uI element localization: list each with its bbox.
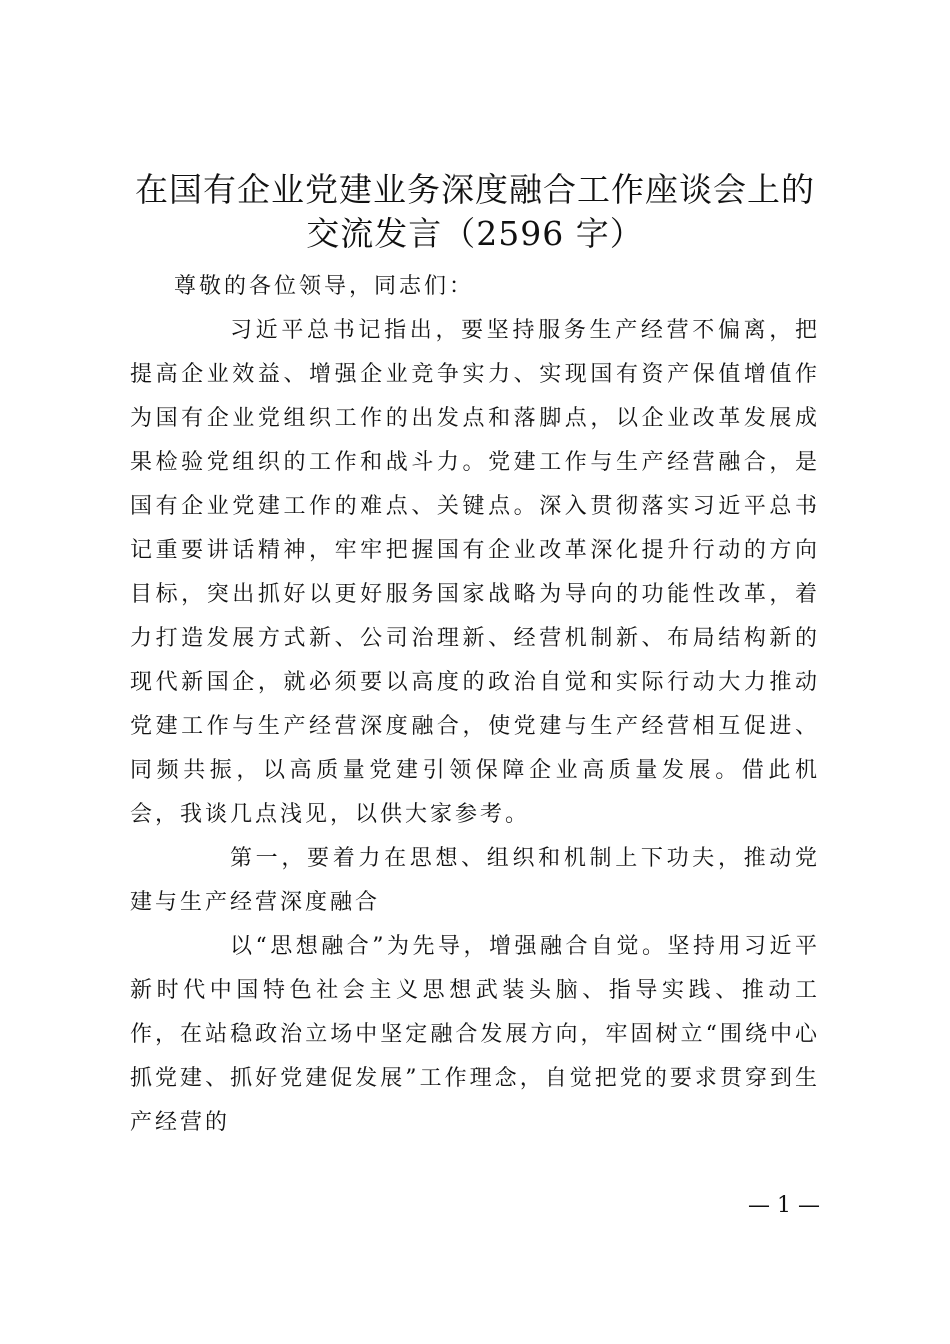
paragraph-intro: 习近平总书记指出，要坚持服务生产经营不偏离，把提高企业效益、增强企业竞争实力、实现国有资产保值增值作为国有企业党组织工作的出发点和落脚点，以企业改革发展成果检验党组织的工作和战斗力。党建工作与生产经营融合，是国有企业党建工作的难点、关键点。深入贯彻落实习近平总书记重要讲话精神，牢牢把握国有企业改革深化提升行动的方向目标，突出抓好以更好服务国家战略为导向的功能性改革，着力打造发展方式新、公司治理新、经营机制新、布局结构新的现代新国企，就必须要以高度的政治自觉和实际行动大力推动党建工作与生产经营深度融合，使党建与生产经营相互促进、同频共振，以高质量党建引领保障企业高质量发展。借此机会，我谈几点浅见，以供大家参考。: [130, 318, 820, 827]
section-heading-first: 第一，要着力在思想、组织和机制上下功夫，推动党建与生产经营深度融合: [130, 846, 820, 915]
paragraph-thought-integration: 以“思想融合”为先导，增强融合自觉。坚持用习近平新时代中国特色社会主义思想武装头脑、指导实践、推动工作，在站稳政治立场中坚定融合发展方向，牢固树立“围绕中心抓党建、抓好党建促发展”工作理念，自觉把党的要求贯穿到生产经营的: [130, 934, 820, 1135]
salutation: 尊敬的各位领导，同志们：: [174, 274, 475, 299]
title-line-2: 交流发言（2596 字）: [306, 214, 644, 253]
document-title: [110, 168, 840, 256]
document-body: [130, 265, 820, 1145]
title-line-1: 在国有企业党建业务深度融合工作座谈会上的: [135, 170, 815, 209]
page-number: — 1 —: [748, 1193, 820, 1218]
